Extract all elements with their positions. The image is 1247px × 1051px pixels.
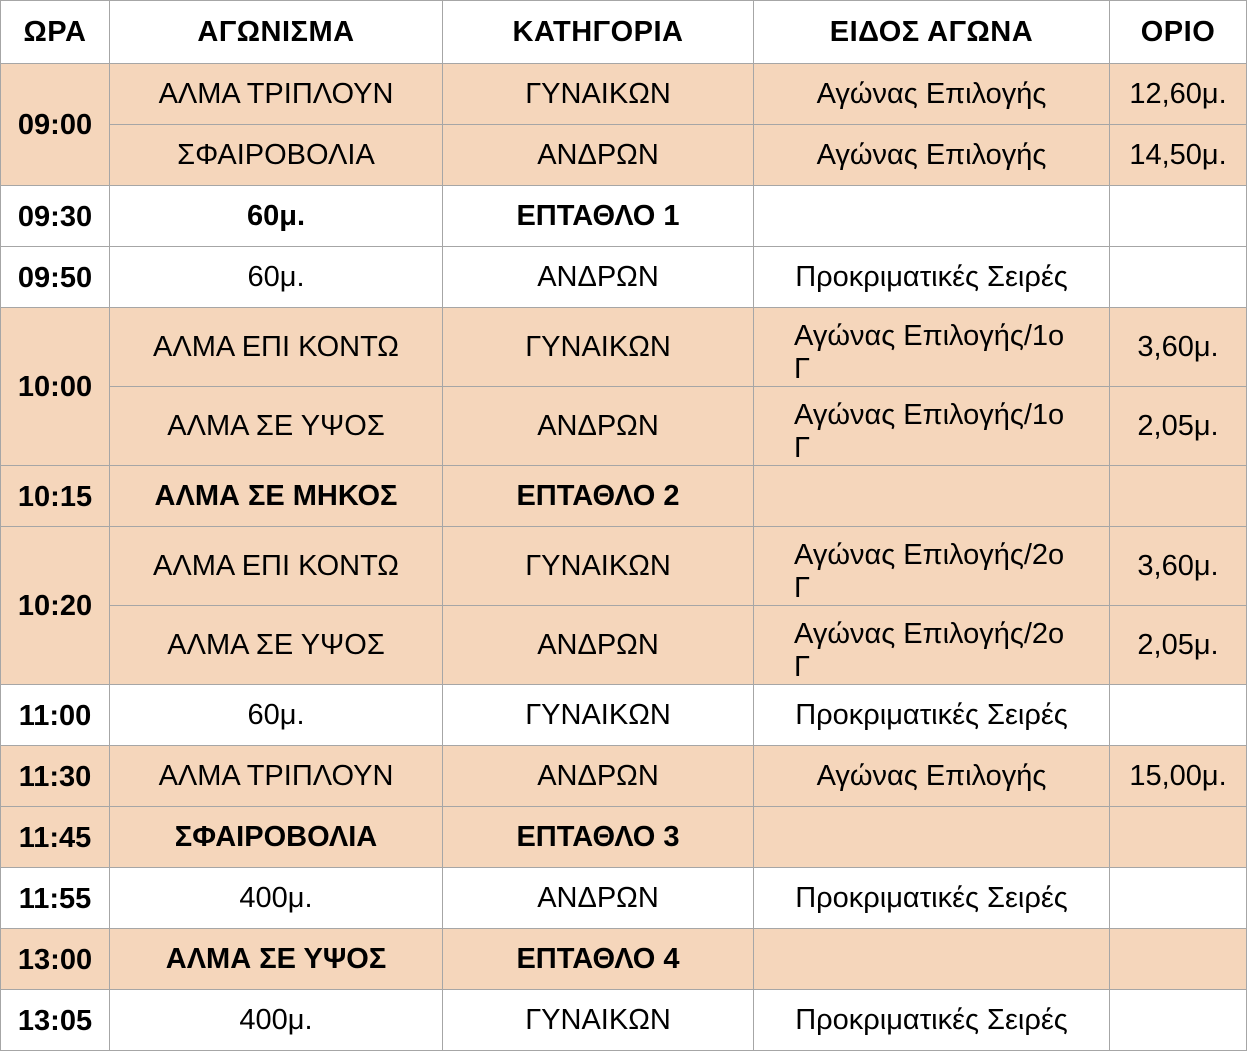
table-row	[1, 746, 1247, 807]
category-cell: ΓΥΝΑΙΚΩΝ	[443, 990, 754, 1051]
header-type: ΕΙΔΟΣ ΑΓΩΝΑ	[754, 1, 1110, 64]
event-cell: ΑΛΜΑ ΤΡΙΠΛΟΥΝ	[110, 746, 443, 807]
category-cell: ΕΠΤΑΘΛΟ 3	[443, 807, 754, 868]
event-cell: ΑΛΜΑ ΤΡΙΠΛΟΥΝ	[110, 64, 443, 125]
category-cell: ΑΝΔΡΩΝ	[443, 247, 754, 308]
time-cell: 09:50	[1, 247, 110, 308]
type-cell: Αγώνας Επιλογής/2ο Γ	[754, 527, 1110, 606]
type-cell	[754, 466, 1110, 527]
type-cell: Αγώνας Επιλογής/1ο Γ	[754, 308, 1110, 387]
type-cell: Προκριματικές Σειρές	[754, 868, 1110, 929]
type-cell: Προκριματικές Σειρές	[754, 247, 1110, 308]
table-row	[1, 990, 1247, 1051]
category-cell: ΑΝΔΡΩΝ	[443, 606, 754, 685]
table-row	[1, 308, 1247, 387]
table-row	[1, 929, 1247, 990]
table-row	[1, 807, 1247, 868]
event-cell: 60μ.	[110, 186, 443, 247]
limit-cell: 2,05μ.	[1110, 387, 1247, 466]
table-row	[1, 606, 1247, 685]
time-cell: 10:00	[1, 308, 110, 466]
type-cell: Προκριματικές Σειρές	[754, 990, 1110, 1051]
event-cell: ΑΛΜΑ ΕΠΙ ΚΟΝΤΩ	[110, 527, 443, 606]
limit-cell: 14,50μ.	[1110, 125, 1247, 186]
table-row	[1, 387, 1247, 466]
event-cell: ΑΛΜΑ ΣΕ ΥΨΟΣ	[110, 606, 443, 685]
limit-cell: 2,05μ.	[1110, 606, 1247, 685]
category-cell: ΑΝΔΡΩΝ	[443, 125, 754, 186]
time-cell: 11:00	[1, 685, 110, 746]
time-cell: 11:55	[1, 868, 110, 929]
type-cell: Αγώνας Επιλογής/2ο Γ	[754, 606, 1110, 685]
limit-cell	[1110, 990, 1247, 1051]
limit-cell	[1110, 186, 1247, 247]
type-cell: Αγώνας Επιλογής	[754, 746, 1110, 807]
time-cell: 09:00	[1, 64, 110, 186]
event-cell: 400μ.	[110, 990, 443, 1051]
event-cell: ΑΛΜΑ ΣΕ ΥΨΟΣ	[110, 929, 443, 990]
limit-cell: 3,60μ.	[1110, 527, 1247, 606]
time-cell: 10:15	[1, 466, 110, 527]
event-cell: 60μ.	[110, 685, 443, 746]
table-row	[1, 868, 1247, 929]
table-row	[1, 466, 1247, 527]
time-cell: 11:45	[1, 807, 110, 868]
time-cell: 10:20	[1, 527, 110, 685]
category-cell: ΓΥΝΑΙΚΩΝ	[443, 527, 754, 606]
type-cell: Αγώνας Επιλογής/1ο Γ	[754, 387, 1110, 466]
event-cell: ΑΛΜΑ ΣΕ ΥΨΟΣ	[110, 387, 443, 466]
limit-cell	[1110, 807, 1247, 868]
header-time: ΩΡΑ	[1, 1, 110, 64]
limit-cell	[1110, 929, 1247, 990]
category-cell: ΕΠΤΑΘΛΟ 4	[443, 929, 754, 990]
header-row	[1, 1, 1247, 64]
limit-cell: 15,00μ.	[1110, 746, 1247, 807]
header-event: ΑΓΩΝΙΣΜΑ	[110, 1, 443, 64]
category-cell: ΓΥΝΑΙΚΩΝ	[443, 685, 754, 746]
time-cell: 11:30	[1, 746, 110, 807]
event-cell: ΑΛΜΑ ΕΠΙ ΚΟΝΤΩ	[110, 308, 443, 387]
type-cell: Αγώνας Επιλογής	[754, 125, 1110, 186]
table-row	[1, 186, 1247, 247]
event-cell: ΣΦΑΙΡΟΒΟΛΙΑ	[110, 125, 443, 186]
event-cell: 400μ.	[110, 868, 443, 929]
table-row	[1, 64, 1247, 125]
limit-cell	[1110, 247, 1247, 308]
category-cell: ΕΠΤΑΘΛΟ 1	[443, 186, 754, 247]
table-row	[1, 685, 1247, 746]
table-row	[1, 247, 1247, 308]
type-cell	[754, 807, 1110, 868]
limit-cell: 3,60μ.	[1110, 308, 1247, 387]
category-cell: ΕΠΤΑΘΛΟ 2	[443, 466, 754, 527]
category-cell: ΓΥΝΑΙΚΩΝ	[443, 64, 754, 125]
table-row	[1, 527, 1247, 606]
event-cell: ΣΦΑΙΡΟΒΟΛΙΑ	[110, 807, 443, 868]
type-cell: Αγώνας Επιλογής	[754, 64, 1110, 125]
event-cell: 60μ.	[110, 247, 443, 308]
limit-cell	[1110, 685, 1247, 746]
time-cell: 13:00	[1, 929, 110, 990]
time-cell: 09:30	[1, 186, 110, 247]
type-cell	[754, 186, 1110, 247]
limit-cell	[1110, 466, 1247, 527]
limit-cell	[1110, 868, 1247, 929]
type-cell: Προκριματικές Σειρές	[754, 685, 1110, 746]
table-row	[1, 125, 1247, 186]
category-cell: ΑΝΔΡΩΝ	[443, 387, 754, 466]
header-limit: ΟΡΙΟ	[1110, 1, 1247, 64]
category-cell: ΑΝΔΡΩΝ	[443, 746, 754, 807]
type-cell	[754, 929, 1110, 990]
time-cell: 13:05	[1, 990, 110, 1051]
limit-cell: 12,60μ.	[1110, 64, 1247, 125]
category-cell: ΓΥΝΑΙΚΩΝ	[443, 308, 754, 387]
event-cell: ΑΛΜΑ ΣΕ ΜΗΚΟΣ	[110, 466, 443, 527]
category-cell: ΑΝΔΡΩΝ	[443, 868, 754, 929]
header-category: ΚΑΤΗΓΟΡΙΑ	[443, 1, 754, 64]
